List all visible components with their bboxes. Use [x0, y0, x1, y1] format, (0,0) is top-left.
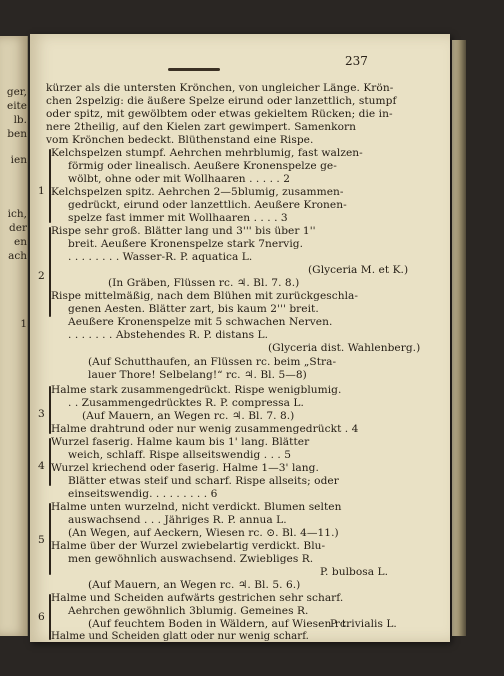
brace-5	[49, 503, 51, 575]
margin-fragment: ien	[10, 154, 27, 166]
margin-fragment: der	[9, 222, 27, 234]
text-line: Rispe sehr groß. Blätter lang und 3''' bis über 1''	[51, 225, 316, 237]
text-line: . . . . . . . Abstehendes R. P. distans L.	[68, 329, 269, 341]
header-ornament	[168, 68, 220, 71]
text-line: spelze fast immer mit Wollhaaren . . . . 3	[68, 212, 288, 224]
margin-fragment: ger,	[6, 86, 27, 98]
margin-fragment: ach	[8, 250, 27, 262]
brace-2	[49, 227, 51, 317]
margin-fragment: eite	[6, 100, 27, 112]
text-line: kürzer als die untersten Krönchen, von ungleicher Länge. Krön-	[46, 82, 394, 94]
brace-number: 2	[38, 270, 45, 282]
margin-fragment: lb.	[13, 114, 27, 126]
text-line: oder spitz, mit gewölbtem oder etwas gekieltem Rücken; die in-	[46, 108, 393, 120]
text-line: gedrückt, eirund oder lanzettlich. Aeußere Kronen-	[68, 199, 347, 211]
text-line: Halme unten wurzelnd, nicht verdickt. Blumen selten	[51, 501, 342, 513]
text-line: (Auf Mauern, an Wegen rc. ♃. Bl. 5. 6.)	[88, 579, 301, 591]
text-line: Kelchspelzen spitz. Aehrchen 2—5blumig, zusammen-	[51, 186, 344, 198]
text-line: breit. Aeußere Kronenspelze stark 7nervig.	[68, 238, 304, 250]
text-line: (Glyceria M. et K.)	[308, 264, 409, 276]
text-line: men gewöhnlich auswachsend. Zwiebliges R.	[68, 553, 314, 565]
brace-4	[49, 438, 51, 486]
brace-1	[49, 149, 51, 223]
text-line: chen 2spelzig: die äußere Spelze eirund oder lanzettlich, stumpf	[46, 95, 397, 107]
brace-number: 3	[38, 408, 45, 420]
text-line: wölbt, ohne oder mit Wollhaaren . . . . . 2	[68, 173, 291, 185]
text-line: Blätter etwas steif und scharf. Rispe allseits; oder	[68, 475, 339, 487]
text-line: einseitswendig. . . . . . . . . 6	[68, 488, 218, 500]
margin-fragment: ich,	[7, 208, 27, 220]
brace-number: 4	[38, 460, 45, 472]
text-line: Wurzel faserig. Halme kaum bis 1' lang. Blätter	[51, 436, 310, 448]
text-line: P. bulbosa L.	[320, 566, 389, 578]
book-binding	[452, 40, 466, 636]
book-page	[30, 34, 450, 642]
text-line: Kelchspelzen stumpf. Aehrchen mehrblumig, fast walzen-	[51, 147, 363, 159]
text-line: auswachsend . . . Jähriges R. P. annua L.	[68, 514, 287, 526]
brace-3	[49, 386, 51, 434]
text-line: (In Gräben, Flüssen rc. ♃. Bl. 7. 8.)	[108, 277, 300, 289]
margin-fragment: ben	[7, 128, 27, 140]
text-line: Aeußere Kronenspelze mit 5 schwachen Nerven.	[68, 316, 333, 328]
text-line: nere 2theilig, auf den Kielen zart gewimpert. Samenkorn	[46, 121, 357, 133]
text-line: . . . . . . . . Wasser-R. P. aquatica L.	[68, 251, 253, 263]
text-line: (Auf Schutthaufen, an Flüssen rc. beim „Stra-	[88, 356, 337, 368]
text-line: Halme über der Wurzel zwiebelartig verdickt. Blu-	[51, 540, 326, 552]
text-line: P. trivialis L.	[330, 618, 397, 630]
text-line: vom Krönchen bedeckt. Blüthenstand eine Rispe.	[46, 134, 314, 146]
text-line: Halme und Scheiden glatt oder nur wenig scharf.	[51, 631, 309, 642]
text-line: Halme und Scheiden aufwärts gestrichen sehr scharf.	[51, 592, 344, 604]
text-line: Halme drahtrund oder nur wenig zusammengedrückt . 4	[51, 423, 359, 435]
brace-number: 5	[38, 534, 45, 546]
text-line: Aehrchen gewöhnlich 3blumig. Gemeines R.	[68, 605, 309, 617]
text-line: . . Zusammengedrücktes R. P. compressa L.	[68, 397, 304, 409]
text-line: (Auf Mauern, an Wegen rc. ♃. Bl. 7. 8.)	[82, 410, 295, 422]
brace-number: 6	[38, 611, 45, 623]
text-line: förmig oder linealisch. Aeußere Kronenspelze ge-	[68, 160, 337, 172]
text-line: lauer Thore! Selbelang!“ rc. ♃. Bl. 5—8)	[88, 369, 307, 381]
page-number: 237	[345, 54, 368, 68]
text-line: Halme stark zusammengedrückt. Rispe wenigblumig.	[51, 384, 342, 396]
text-line: Wurzel kriechend oder faserig. Halme 1—3' lang.	[51, 462, 319, 474]
text-line: (Glyceria dist. Wahlenberg.)	[268, 342, 421, 354]
left-page-edge	[0, 36, 28, 636]
text-line: weich, schlaff. Rispe allseitswendig . . . 5	[68, 449, 292, 461]
brace-number: 1	[38, 185, 45, 197]
text-line: (Auf feuchtem Boden in Wäldern, auf Wiesen rc.	[88, 618, 350, 630]
text-line: genen Aesten. Blätter zart, bis kaum 2''' breit.	[68, 303, 319, 315]
text-line: Rispe mittelmäßig, nach dem Blühen mit zurückgeschla-	[51, 290, 359, 302]
margin-fragment: 1	[20, 318, 27, 330]
margin-fragment: en	[14, 236, 27, 248]
text-line: (An Wegen, auf Aeckern, Wiesen rc. ⊙. Bl. 4—11.)	[68, 527, 339, 539]
brace-6	[49, 594, 51, 640]
